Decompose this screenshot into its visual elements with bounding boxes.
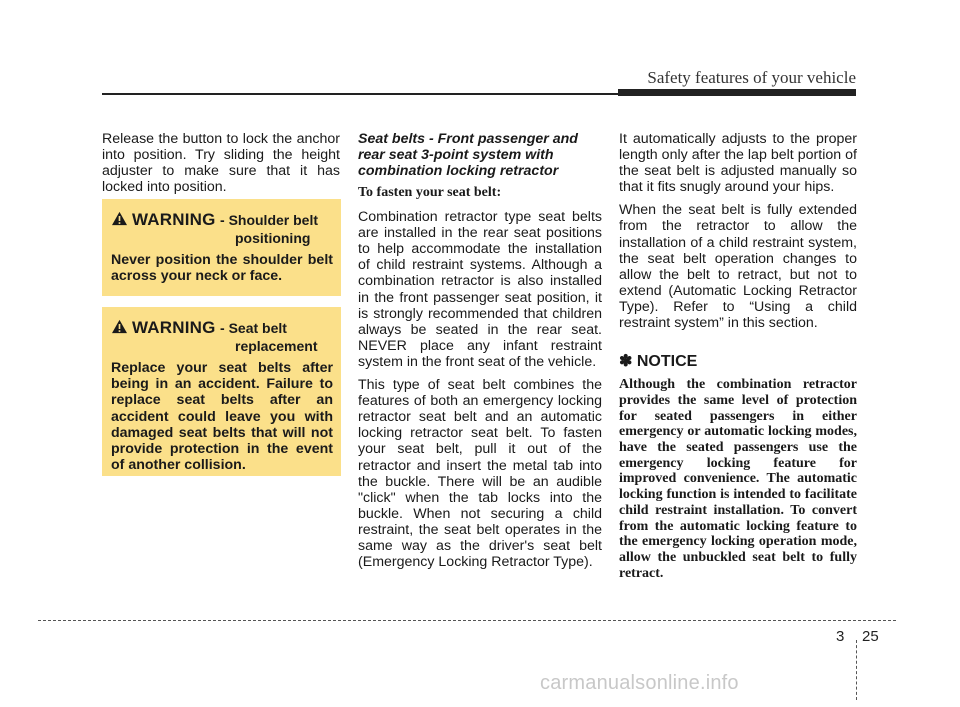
warning-subtitle-continued: replacement <box>235 338 318 354</box>
warning-label: WARNING <box>132 318 216 337</box>
warning-body: Never position the shoulder belt across your neck or face. <box>111 252 333 285</box>
warning-triangle-icon <box>111 319 128 334</box>
paragraph: It automatically adjusts to the proper length only after the lap belt portion of the seat belt is adjusted manually so that it fits snugly around your hips. <box>619 131 857 196</box>
warning-label: WARNING <box>132 210 216 229</box>
warning-subtitle: - Seat belt <box>220 320 287 336</box>
warning-subtitle: - Shoulder belt <box>220 212 319 228</box>
paragraph: When the seat belt is fully extended from the retractor to allow the installation of a child restraint system, the seat belt operation changes to allow the belt to retract, but not to extend (Automatic Locking Retractor Type). Refer to “Using a child restraint system” in this section. <box>619 202 857 332</box>
header-bar <box>618 89 856 96</box>
warning-subtitle-continued: positioning <box>235 230 311 246</box>
chapter-number: 3 <box>836 628 845 645</box>
paragraph: This type of seat belt combines the features of both an emergency locking retractor seat belt and an automatic locking retractor seat belt. To fasten your seat belt, pull it out of the retractor and insert the metal tab into the buckle. There will be an audible "click" when the tab locks into the buckle. When not securing a child restraint, the seat belt operates in the same way as the driver's seat belt (Emergency Locking Retractor Type). <box>358 377 602 571</box>
header-rule <box>102 93 618 95</box>
column-right <box>619 131 857 581</box>
warning-box-seat-belt-replacement <box>102 307 341 476</box>
column-left <box>102 131 340 202</box>
watermark: carmanualsonline.info <box>540 672 739 694</box>
warning-box-shoulder-belt <box>102 199 341 296</box>
warning-body: Replace your seat belts after being in an accident. Failure to replace seat belts after an accident could leave you with damaged seat belts that will not provide protection in the event of another collision. <box>111 360 333 474</box>
warning-header <box>111 318 333 354</box>
notice-heading: ✽ NOTICE <box>619 353 698 371</box>
notice-body: Although the combination retractor provides the same level of protection for seated passengers in either emergency or automatic locking modes, have the seated passengers use the emergency locking feature for improved convenience. The automatic locking function is intended to facilitate child restraint installation. To convert from the automatic locking feature to the emergency locking operation mode, allow the unbuckled seat belt to fully retract. <box>619 377 857 581</box>
footer-divider <box>856 640 857 700</box>
warning-triangle-icon <box>111 211 128 226</box>
paragraph: Combination retractor type seat belts are installed in the rear seat positions to help accommodate the installation of child restraint systems. Although a combination retractor is also installed in the front passenger seat position, it is strongly recommended that children always be seated in the rear seat. NEVER place any infant restraint system in the front seat of the vehicle. <box>358 209 602 370</box>
section-heading: Seat belts - Front passenger and rear seat 3-point system with combination locking retractor <box>358 131 578 179</box>
header-title: Safety features of your vehicle <box>647 68 856 87</box>
page-number: 25 <box>862 628 879 645</box>
intro-paragraph: Release the button to lock the anchor into position. Try sliding the height adjuster to make sure that it has locked into position. <box>102 131 340 196</box>
column-middle <box>358 131 602 577</box>
warning-header <box>111 210 333 246</box>
instruction-label: To fasten your seat belt: <box>358 185 502 200</box>
footer-rule <box>38 620 896 621</box>
